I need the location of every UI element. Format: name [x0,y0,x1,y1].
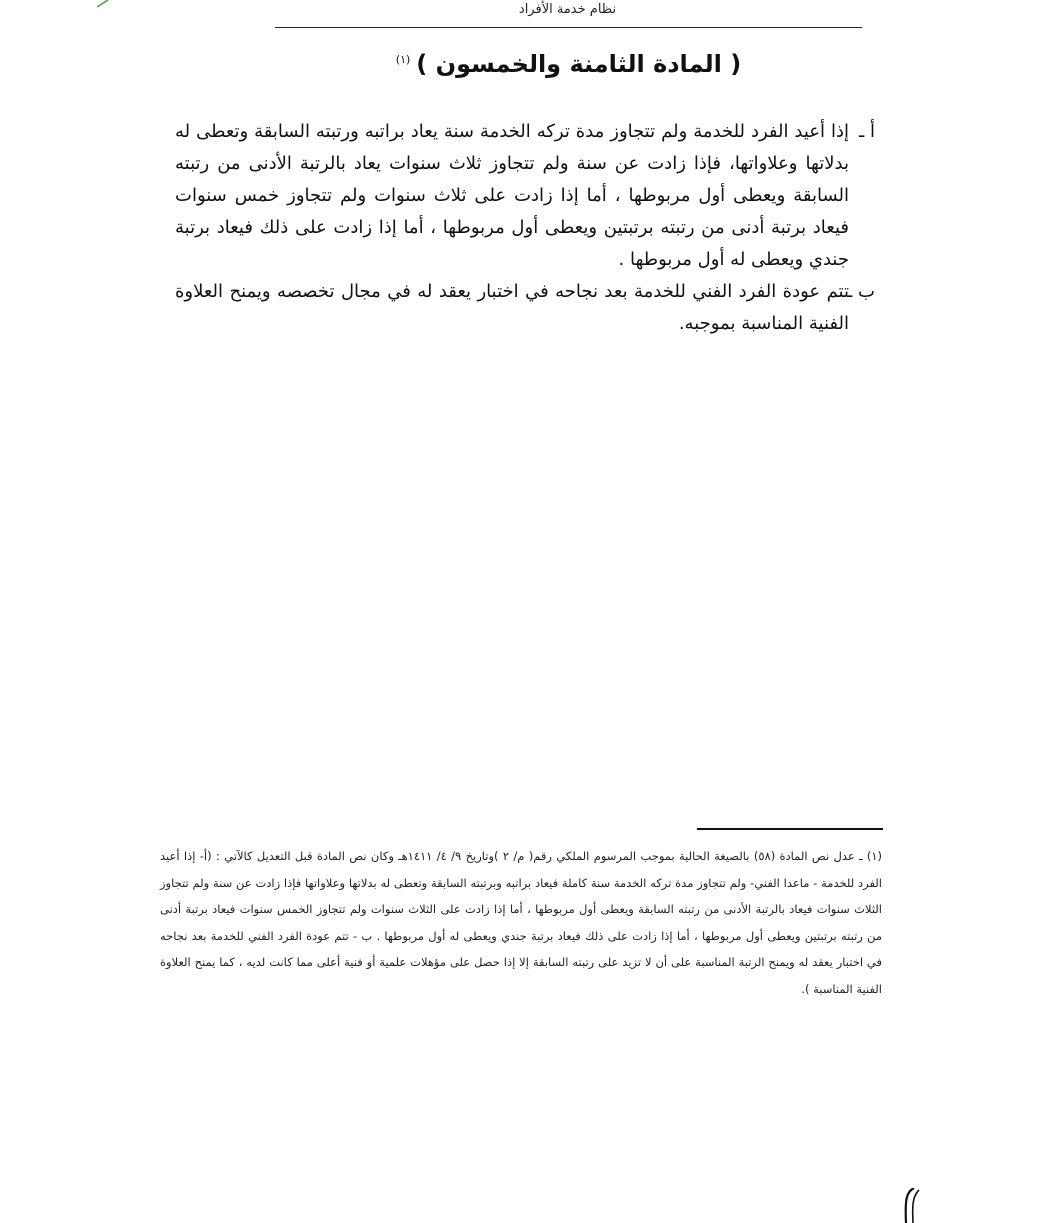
header-rule [275,27,862,28]
clause-marker-b: ب ـ [847,281,875,302]
clause-b [175,276,875,340]
article-body [175,116,875,340]
clause-text-b: تتم عودة الفرد الفني للخدمة بعد نجاحه في اختبار يعقد له في مجال تخصصه ويمنح العلاوة الفنية المناسبة بموجبه. [175,281,849,334]
page-edge-mark [900,1188,922,1223]
running-header: نظام خدمة الأفراد [518,2,617,17]
clause-text-a: إذا أعيد الفرد للخدمة ولم تتجاوز مدة تركه الخدمة سنة يعاد براتبه ورتبته السابقة وتعطى له بدلاتها وعلاواتها، فإذا زادت عن سنة ولم تتجاوز ثلاث سنوات يعاد بالرتبة الأدنى من رتبته السابقة ويعطى أول مربوطها ، أما إذا زادت على ثلاث سنوات ولم تتجاوز خمس سنوات فيعاد برتبة أدنى من رتبته برتبتين ويعطى أول مربوطها ، أما إذا زادت على ذلك فيعاد برتبة جندي ويعطى له أول مربوطها . [175,121,849,270]
article-footnote-ref: (١) [395,53,411,66]
footnote: (١) ـ عدل نص المادة (٥٨) بالصيغة الحالية بموجب المرسوم الملكي رقم( م/ ٢ )وتاريخ ٩/ ٤/ ١٤١١هـ وكان نص المادة قبل التعديل كالآتي : (أ- إذا أعيد الفرد للخدمة - ماعدا الفني- ولم تتجاوز مدة تركه الخدمة سنة كاملة فيعاد براتبه وبرتبته السابقة وتعطى له بدلاتها وعلاواتها فإذا زادت عن سنة ولم تتجاوز الثلاث سنوات فيعاد بالرتبة الأدنى من رتبته السابقة ويعطى أول مربوطها ، أما إذا زادت على الثلاث سنوات ولم تتجاوز الخمس سنوات فيعاد برتبة أدنى من رتبته برتبتين ويعطى أول مربوطها ، أما إذا زادت على ذلك فيعاد برتبة جندي ويعطى له أول مربوطها . ب - تتم عودة الفرد الفني للخدمة بعد نجاحه في اختبار يعقد له ويمنح الرتبة المناسبة على أن لا تزيد على رتبته السابقة إلا إذا حصل على مؤهلات علمية أو فنية أعلى مما كانت لديه ، كما يمنح العلاوة الفنية المناسبة ). [160,849,883,996]
article-title-text: ( المادة الثامنة والخمسون ) [416,50,742,78]
article-title [275,50,862,78]
clause-a [175,116,875,276]
clause-marker-a: أ ـ [859,121,875,142]
corner-mark [96,0,110,8]
footnote-rule [697,828,883,830]
